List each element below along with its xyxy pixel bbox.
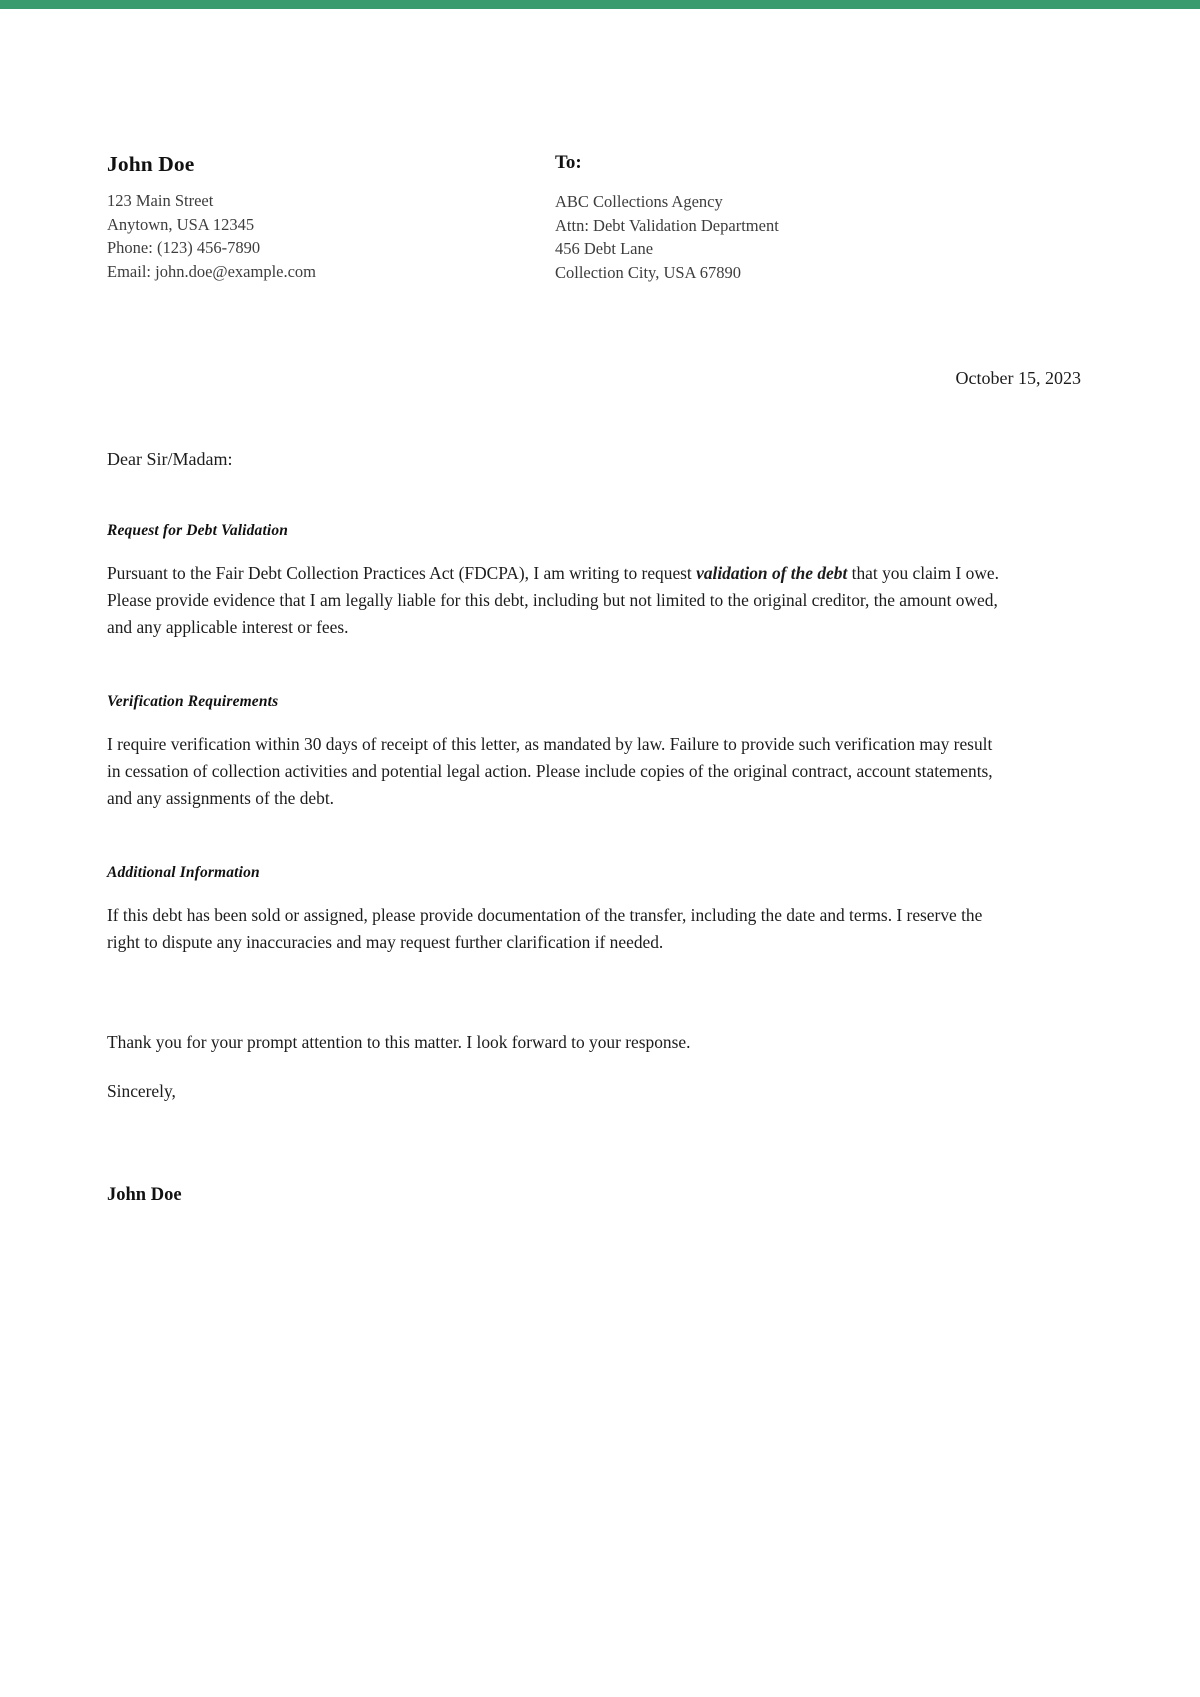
sender-email: Email: john.doe@example.com <box>107 261 317 281</box>
sender-address-line-2: Anytown, USA 12345 <box>107 214 255 234</box>
closing-sign-off: Sincerely, <box>107 1081 176 1101</box>
section-heading: Verification Requirements <box>107 693 279 710</box>
section-request-for-debt-validation <box>107 522 1093 641</box>
letter-page <box>0 9 1200 1206</box>
recipient-attention-line: Attn: Debt Validation Department <box>555 215 779 235</box>
letter-date: October 15, 2023 <box>955 368 1081 388</box>
section-heading: Request for Debt Validation <box>107 522 289 539</box>
salutation: Dear Sir/Madam: <box>107 449 233 469</box>
sender-address-block <box>107 152 555 284</box>
recipient-city-state-zip: Collection City, USA 67890 <box>555 262 741 282</box>
recipient-street: 456 Debt Lane <box>555 239 654 258</box>
recipient-label: To: <box>555 152 582 173</box>
section-body-text-before: Pursuant to the Fair Debt Collection Practices Act (FDCPA), I am writing to request <box>107 563 697 583</box>
recipient-organization: ABC Collections Agency <box>555 192 723 211</box>
section-verification-requirements <box>107 693 1093 812</box>
closing-thanks: Thank you for your prompt attention to this matter. I look forward to your response. <box>107 1032 691 1052</box>
section-body <box>107 560 1007 641</box>
sender-phone: Phone: (123) 456-7890 <box>107 238 261 257</box>
section-body: I require verification within 30 days of receipt of this letter, as mandated by law. Failure to provide such verification may result in cessation of collection activities and potential legal action. Please include copies of the original contract, account statements, and any assignments of the debt. <box>107 734 993 808</box>
top-accent-bar <box>0 0 1200 9</box>
section-additional-information <box>107 864 1093 956</box>
section-body-text-after: that you claim I owe. Please provide evidence that I am legally liable for this debt, including but not limited to the original creditor, the amount owed, and any applicable interest or fees. <box>107 563 999 637</box>
section-body: If this debt has been sold or assigned, please provide documentation of the transfer, including the date and terms. I reserve the right to dispute any inaccuracies and may request further clarification if needed. <box>107 905 983 952</box>
section-body-emphasis: validation of the debt <box>696 563 848 583</box>
sender-name: John Doe <box>107 152 195 176</box>
recipient-address-block <box>555 152 1093 284</box>
signature-name: John Doe <box>107 1185 182 1205</box>
section-heading: Additional Information <box>107 864 260 881</box>
letter-header <box>107 9 1093 284</box>
sender-address-line-1: 123 Main Street <box>107 191 214 210</box>
